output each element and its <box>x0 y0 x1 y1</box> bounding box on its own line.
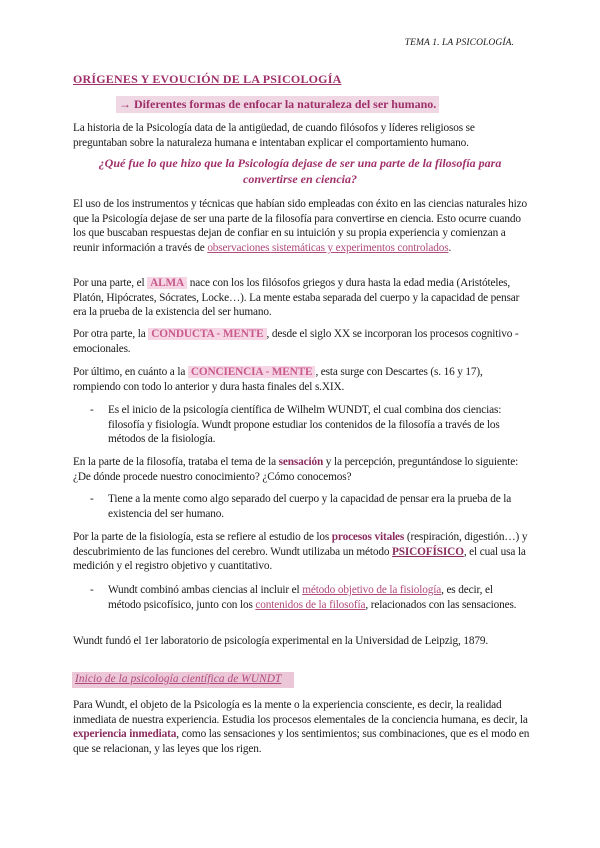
paragraph-laboratorio: Wundt fundó el 1er laboratorio de psicología experimental en la Universidad de Leipzig, 1879. <box>73 635 489 647</box>
metodo-objetivo-link[interactable]: método objetivo de la fisiología <box>302 584 442 596</box>
paragraph-conducta <box>73 327 528 356</box>
bullet-dash: - <box>90 584 94 596</box>
page-header: TEMA 1. LA PSICOLOGÍA. <box>404 38 514 48</box>
paragraph-text: Por otra parte, la <box>73 328 149 340</box>
paragraph-text: Wundt combinó ambas ciencias al incluir el <box>108 584 303 596</box>
paragraph-end: . <box>448 242 452 255</box>
intro-paragraph: La historia de la Psicología data de la antigüedad, de cuando filósofos y líderes religiosos se preguntaban sobre la naturaleza humana e intentaban explicar el comportamiento humano. <box>73 122 475 149</box>
bold-psicofisico: PSICOFÍSICO <box>392 545 464 558</box>
bullet-text: Tiene a la mente como algo separado del cuerpo y la capacidad de pensar era la prueba de la existencia del ser humano. <box>108 493 512 520</box>
paragraph-fisiologia <box>73 530 530 574</box>
paragraph-wundt <box>73 698 530 757</box>
paragraph-alma <box>73 276 528 320</box>
contenidos-filosofia-link[interactable]: contenidos de la filosofía <box>255 598 366 611</box>
bold-experiencia-inmediata: experiencia inmediata <box>73 728 177 741</box>
paragraph-text: , como las sensaciones y los sentimientos; sus combinaciones, que es el modo en que se relacionan, y las leyes que los rigen. <box>73 728 530 756</box>
bullet-item <box>90 403 528 447</box>
paragraph-science <box>73 197 530 256</box>
observaciones-link[interactable]: observaciones sistemáticas y experimentos controlados <box>207 242 449 255</box>
paragraph-text: Por último, en cuánto a la <box>73 366 188 378</box>
paragraph-text: , relacionados con las sensaciones. <box>365 598 517 611</box>
paragraph-text: En la parte de la filosofía, trataba el tema de la <box>73 456 279 468</box>
paragraph-text: Por una parte, el <box>73 277 148 289</box>
highlight-alma: ALMA <box>147 277 187 289</box>
question-heading: ¿Qué fue lo que hizo que la Psicología dejase de ser una parte de la filosofía para convertirse en ciencia? <box>98 156 502 186</box>
bold-sensacion: sensación <box>278 456 324 468</box>
section-heading: Inicio de la psicología científica de WUNDT <box>75 673 282 685</box>
paragraph-text: y la percepción, preguntándose lo siguiente: ¿De dónde procede nuestro conocimiento? ¿Cómo conocemos? <box>73 456 519 483</box>
paragraph-conciencia <box>73 365 528 394</box>
paragraph-text: , es decir, el método psicofísico, junto con los <box>108 584 493 611</box>
paragraph-text: (respiración, digestión…) y descubrimiento de las funciones del cerebro. Wundt utilizaba un método <box>73 531 528 558</box>
bullet-item <box>90 492 528 521</box>
bullet-text <box>108 583 528 612</box>
paragraph-text: Por la parte de la fisiología, esta se refiere al estudio de los <box>73 531 332 543</box>
bullet-item <box>90 583 528 612</box>
bullet-text: Es el inicio de la psicología científica de Wilhelm WUNDT, el cual combina dos ciencias: filosofía y fisiología. Wundt propone estudiar los contenidos de la filosofía a través de los métodos de la fisiología. <box>108 404 502 446</box>
document-title: ORÍGENES Y EVOUCIÓN DE LA PSICOLOGÍA <box>73 72 342 86</box>
paragraph-text: , el cual usa la medición y el registro objetivo y cuantitativo. <box>73 545 526 573</box>
paragraph-text: , esta surge con Descartes (s. 16 y 17), rompiendo con todo lo anterior y dura hasta finales del s.XIX. <box>73 366 483 393</box>
paragraph-text: El uso de los instrumentos y técnicas que habían sido empleadas con éxito en las ciencias naturales hizo que la Psicología dejase de ser una parte de la filosofía para convertirse en ciencia. Esto ocurre cuando los que buscaban respuestas dejan de confiar en su intuición y su propia experiencia y comienzan a reunir información a través de <box>73 198 528 255</box>
highlight-conducta-mente: CONDUCTA - MENTE <box>148 328 266 340</box>
highlight-conciencia-mente: CONCIENCIA - MENTE <box>188 366 316 378</box>
paragraph-text: Para Wundt, el objeto de la Psicología es la mente o la experiencia consciente, es decir, la realidad inmediata de nuestra experiencia. Estudia los procesos elementales de la conciencia humana, es decir, la <box>73 699 528 726</box>
paragraph-text: nace con los los filósofos griegos y dura hasta la edad media (Aristóteles, Platón, Hipócrates, Sócrates, Locke…). La mente estaba separada del cuerpo y la capacidad de pensar era la prueba de la existencia del ser humano. <box>73 277 520 319</box>
bold-procesos-vitales: procesos vitales <box>331 531 405 543</box>
subheading: → Diferentes formas de enfocar la naturaleza del ser humano. <box>116 96 439 113</box>
paragraph-text: , desde el siglo XX se incorporan los procesos cognitivo - emocionales. <box>73 328 519 355</box>
paragraph-filosofia <box>73 455 528 484</box>
bullet-dash: - <box>90 493 94 505</box>
bullet-dash: - <box>90 404 94 416</box>
